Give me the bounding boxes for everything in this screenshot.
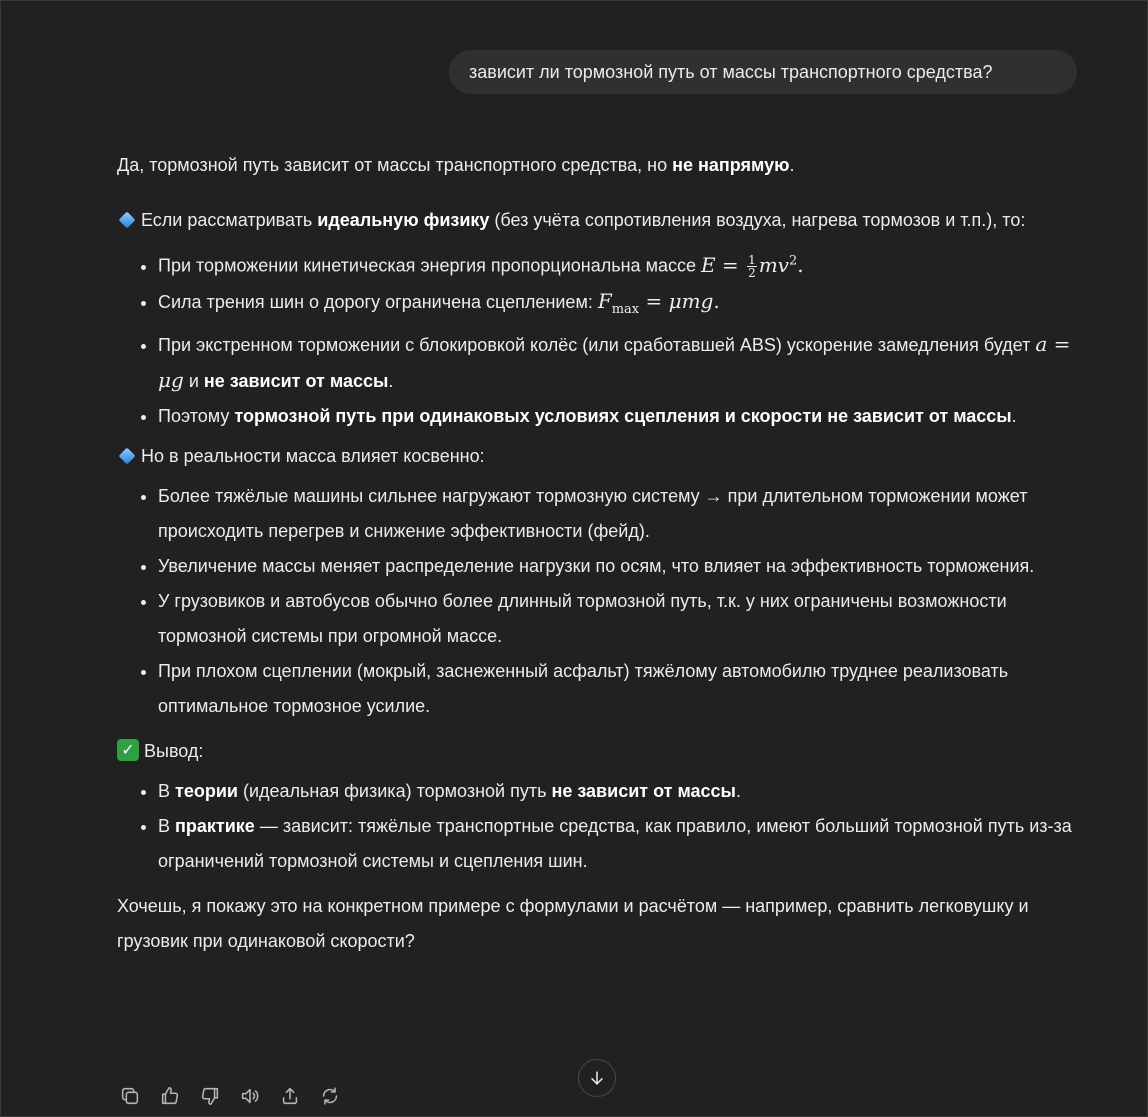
deceleration-formula: a = μg — [158, 331, 1071, 392]
blue-diamond-icon — [119, 212, 136, 229]
list-item — [158, 243, 1077, 284]
item-bold: практике — [175, 815, 255, 836]
item-text: При экстренном торможении с блокировкой колёс (или сработавшей ABS) ускорение замедления будет — [158, 334, 1036, 355]
regenerate-button[interactable] — [317, 1083, 343, 1109]
answer-intro — [117, 148, 1077, 183]
copy-icon — [119, 1085, 141, 1107]
list-item — [158, 284, 1077, 327]
regenerate-icon — [319, 1085, 341, 1107]
item-bold: не зависит от массы — [203, 370, 389, 391]
item-text: и — [183, 370, 204, 391]
item-text: . — [735, 780, 741, 801]
list-item — [158, 774, 1077, 809]
formula-part: E — [700, 252, 716, 277]
formula-part: = — [715, 252, 746, 277]
item-text: . — [388, 370, 394, 391]
item-text: Сила трения шин о дорогу ограничена сцеплением: — [158, 291, 598, 312]
item-text: — зависит: тяжёлые транспортные средства, как правило, имеют больший тормозной путь из-за ограничений тормозной системы и сцепления шин. — [158, 815, 1072, 871]
formula-part: F — [597, 288, 612, 313]
formula-exponent: 2 — [788, 253, 798, 268]
item-text: В — [158, 815, 176, 836]
share-icon — [279, 1085, 301, 1107]
item-bold: тормозной путь при одинаковых условиях сцепления и скорости не зависит от массы — [234, 405, 1012, 426]
energy-formula — [700, 252, 804, 280]
ideal-physics-paragraph — [117, 203, 1077, 238]
follow-up-question: Хочешь, я покажу это на конкретном примере с формулами и расчётом — например, сравнить легковушку и грузовик при одинаковой скорости? — [117, 895, 1029, 951]
speaker-icon — [239, 1085, 261, 1107]
item-text: При торможении кинетическая энергия пропорциональна массе — [158, 255, 701, 276]
fraction — [747, 254, 757, 279]
share-button[interactable] — [277, 1083, 303, 1109]
formula-subscript: max — [611, 301, 640, 317]
dislike-button[interactable] — [197, 1083, 223, 1109]
list-item: • При плохом сцеплении (мокрый, заснеженный асфальт) тяжёлому автомобилю труднее реализовать оптимальное тормозное усилие. — [158, 654, 1077, 724]
blue-diamond-icon — [119, 447, 136, 464]
friction-formula — [597, 288, 720, 317]
ideal-bold: идеальную физику — [317, 210, 490, 230]
formula-part: = μmg — [639, 288, 714, 313]
message-actions — [117, 1083, 343, 1109]
conclusion-heading-text: Вывод: — [144, 740, 204, 761]
ideal-text: Если рассматривать — [141, 210, 318, 230]
real-world-heading — [117, 439, 1077, 474]
ideal-physics-list — [117, 243, 1077, 434]
intro-text: Да, тормозной путь зависит от массы транспортного средства, но — [117, 155, 673, 175]
intro-end: . — [789, 155, 795, 175]
conclusion-heading — [117, 734, 1077, 769]
thumbs-down-icon — [199, 1085, 221, 1107]
thumbs-up-icon — [159, 1085, 181, 1107]
real-world-list — [117, 479, 1077, 724]
item-bold: теории — [175, 780, 238, 801]
list-item: • Более тяжёлые машины сильнее нагружают тормозную систему → при длительном торможении может происходить перегрев и снижение эффективности (фейд). — [158, 479, 1077, 549]
conclusion-list — [117, 774, 1077, 879]
ideal-text-end: (без учёта сопротивления воздуха, нагрева тормозов и т.п.), то: — [489, 210, 1026, 230]
fraction-numerator: 1 — [748, 252, 756, 267]
formula-part: mv — [758, 252, 789, 277]
intro-bold: не напрямую — [672, 155, 790, 175]
user-message-bubble — [449, 50, 1077, 94]
read-aloud-button[interactable] — [237, 1083, 263, 1109]
item-text: Поэтому — [158, 405, 235, 426]
formula-part: . — [713, 288, 720, 313]
arrow-down-icon — [587, 1068, 607, 1088]
item-text: (идеальная физика) тормозной путь — [237, 780, 552, 801]
copy-button[interactable] — [117, 1083, 143, 1109]
list-item — [158, 809, 1077, 879]
list-item: • У грузовиков и автобусов обычно более длинный тормозной путь, т.к. у них ограничены возможности тормозной системы при огромной массе. — [158, 584, 1077, 654]
check-mark-icon: ✓ — [117, 739, 139, 761]
list-item: • Увеличение массы меняет распределение нагрузки по осям, что влияет на эффективность торможения. — [158, 549, 1077, 584]
scroll-to-bottom-button[interactable] — [578, 1059, 616, 1097]
list-item — [158, 327, 1077, 399]
item-text: . — [1011, 405, 1017, 426]
like-button[interactable] — [157, 1083, 183, 1109]
assistant-message — [117, 148, 1077, 959]
fraction-denominator: 2 — [748, 265, 756, 280]
user-message-text: зависит ли тормозной путь от массы транспортного средства? — [469, 61, 993, 82]
formula-part: . — [797, 252, 804, 277]
item-text: В — [158, 780, 176, 801]
item-bold: не зависит от массы — [551, 780, 736, 801]
list-item — [158, 399, 1077, 434]
real-heading-text: Но в реальности масса влияет косвенно: — [141, 445, 485, 466]
